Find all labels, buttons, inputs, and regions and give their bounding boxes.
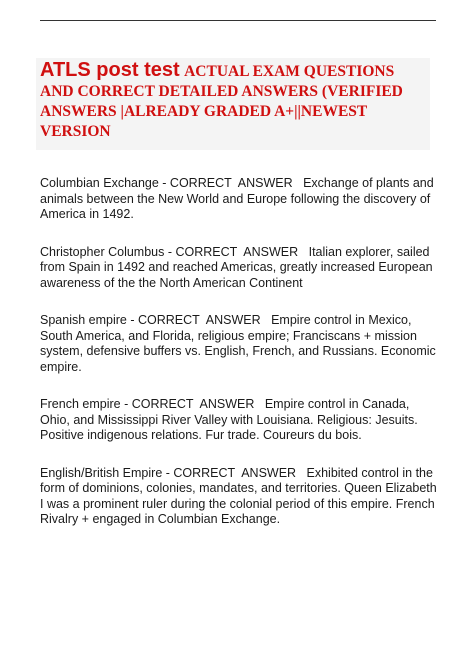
- entry-answer-marker: - CORRECT ANSWER: [164, 244, 309, 259]
- entry-answer-marker: - CORRECT ANSWER: [162, 465, 307, 480]
- qa-entry: [40, 176, 440, 223]
- entry-term: English/British Empire: [40, 465, 163, 480]
- qa-entry: [40, 245, 440, 292]
- entry-answer-marker: - CORRECT ANSWER: [126, 313, 272, 327]
- qa-entry: [40, 397, 440, 444]
- entry-term: French empire: [40, 397, 121, 411]
- top-divider: [40, 20, 436, 21]
- title-main: ATLS post test: [40, 59, 180, 81]
- entry-definition: Empire control in Mexico, South America, and Florida, religious empire; Franciscans + mission system, defensive buffers vs. English, French, and Russians. Economic empire.: [40, 313, 436, 374]
- entry-answer-marker: - CORRECT ANSWER: [158, 176, 304, 190]
- entry-term: Christopher Columbus: [40, 244, 165, 259]
- qa-entry: [40, 313, 440, 375]
- title-subtitle: ACTUAL EXAM QUESTIONS AND CORRECT DETAILED ANSWERS (VERIFIED ANSWERS |ALREADY GRADED A+||NEWEST VERSION: [40, 63, 403, 140]
- entry-definition: Exchange of plants and animals between the New World and Europe following the discovery of America in 1492.: [40, 176, 434, 221]
- entry-definition: Empire control in Canada, Ohio, and Mississippi River Valley with Louisiana. Religious: Jesuits. Positive indigenous relations. Fur trade. Coureurs du bois.: [40, 397, 418, 442]
- entry-definition: Exhibited control in the form of dominions, colonies, mandates, and territories. Queen Elizabeth I was a prominent ruler during the colonial period of this empire. French Rivalry + engaged in Columbian Exchange.: [40, 465, 437, 526]
- qa-list: [40, 176, 440, 550]
- entry-term: Spanish empire: [40, 313, 127, 327]
- document-title: [36, 58, 430, 150]
- entry-answer-marker: - CORRECT ANSWER: [120, 397, 265, 411]
- entry-term: Columbian Exchange: [40, 176, 159, 190]
- qa-entry: [40, 466, 440, 528]
- entry-definition: Italian explorer, sailed from Spain in 1492 and reached Americas, greatly increased European awareness of the the North American Continent: [40, 244, 433, 290]
